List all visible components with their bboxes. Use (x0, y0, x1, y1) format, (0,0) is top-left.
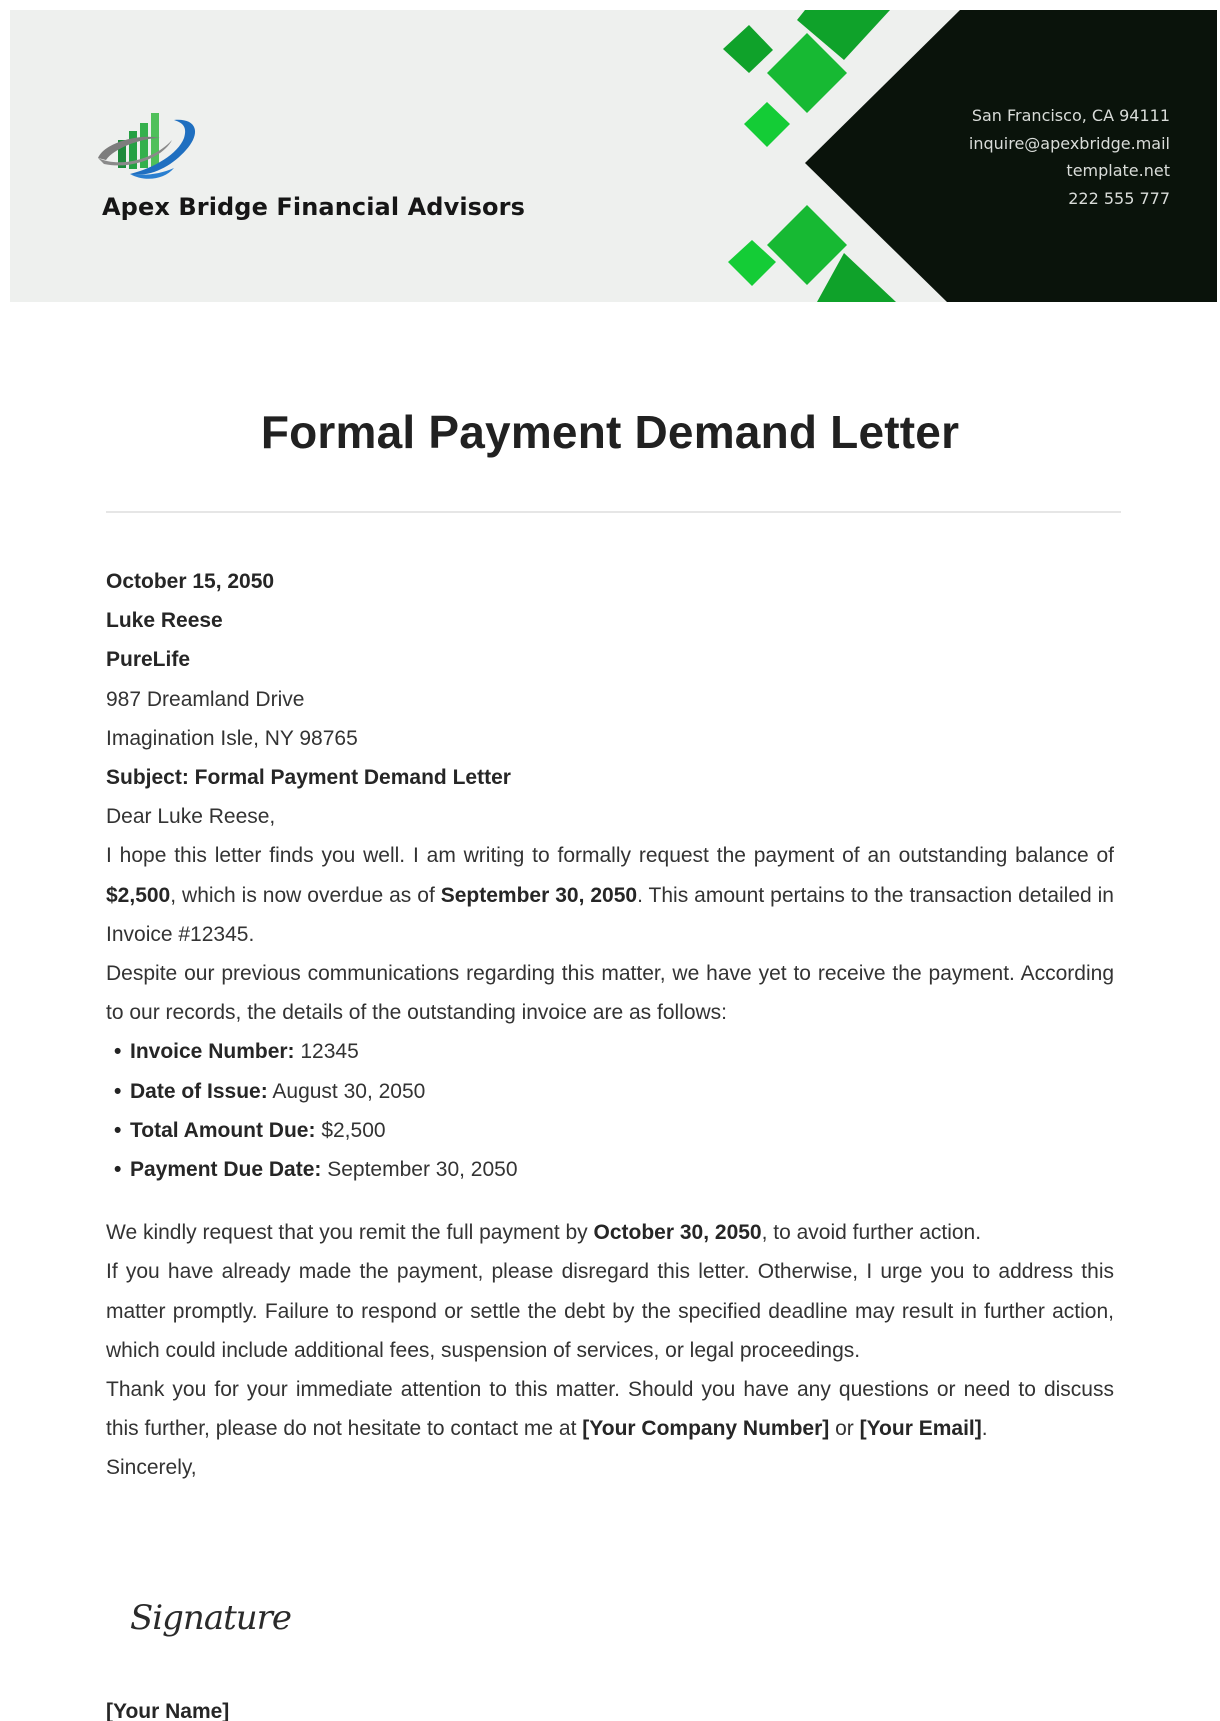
list-item (114, 1150, 1114, 1189)
recipient-name: Luke Reese (106, 609, 223, 633)
detail-value: $2,500 (315, 1118, 386, 1142)
letter-body (106, 562, 1114, 1488)
recipient-company: PureLife (106, 648, 191, 672)
signature: Signature (130, 1598, 292, 1638)
company-number-placeholder: [Your Company Number] (582, 1417, 830, 1441)
document-title: Formal Payment Demand Letter (260, 406, 960, 458)
contact-address: San Francisco, CA 94111 (971, 106, 1170, 125)
list-item (114, 1072, 1114, 1111)
company-logo-icon (94, 98, 224, 198)
company-name: Apex Bridge Financial Advisors (102, 193, 525, 221)
text: . This amount pertains to the transaction detailed in Invoice #12345. (106, 883, 1114, 946)
paragraph-warning: If you have already made the payment, please disregard this letter. Otherwise, I urge you to address this matter promptly. Failure to respond or settle the debt by the specified deadline may result in further action, which could include additional fees, suspension of services, or legal proceedings. (106, 1260, 1114, 1362)
paragraph-request (106, 1213, 1114, 1252)
recipient-address-line2: Imagination Isle, NY 98765 (106, 726, 358, 750)
text: , which is now overdue as of (170, 883, 441, 907)
letter-date: October 15, 2050 (106, 570, 275, 593)
closing: Sincerely, (106, 1456, 197, 1480)
detail-value: August 30, 2050 (267, 1079, 426, 1103)
contact-website[interactable]: template.net (1066, 161, 1170, 180)
spacer (106, 1189, 1114, 1213)
letterhead (10, 10, 1217, 302)
detail-label: Date of Issue: (130, 1079, 268, 1103)
email-placeholder: [Your Email] (859, 1417, 982, 1441)
letter-subject: Subject: Formal Payment Demand Letter (106, 766, 511, 790)
text: I hope this letter finds you well. I am writing to formally request the payment of an outstanding balance of (106, 844, 1114, 868)
detail-value: September 30, 2050 (321, 1158, 518, 1182)
payment-deadline: October 30, 2050 (593, 1221, 762, 1245)
contact-email[interactable]: inquire@apexbridge.mail (968, 133, 1170, 153)
text: . (981, 1417, 988, 1441)
paragraph-records: Despite our previous communications regarding this matter, we have yet to receive the payment. According to our records, the details of the outstanding invoice are as follows: (106, 962, 1114, 1025)
paragraph-intro (106, 836, 1114, 954)
title-divider (106, 511, 1121, 513)
text: , to avoid further action. (761, 1221, 982, 1245)
overdue-date: September 30, 2050 (440, 883, 638, 907)
contact-phone: 222 555 777 (1068, 188, 1170, 208)
signer-name: [Your Name] (106, 1700, 230, 1721)
paragraph-thanks (106, 1370, 1114, 1448)
detail-label: Payment Due Date: (130, 1158, 322, 1182)
detail-label: Total Amount Due: (130, 1118, 316, 1142)
invoice-details-list (106, 1032, 1114, 1189)
text: or (829, 1417, 860, 1441)
text: Thank you for your immediate attention to this matter. Should you have any questions or need to discuss this further, please do not hesitate to contact me at (106, 1378, 1114, 1441)
salutation: Dear Luke Reese, (106, 805, 276, 829)
recipient-address-line1: 987 Dreamland Drive (106, 687, 305, 711)
detail-label: Invoice Number: (130, 1040, 295, 1064)
detail-value: 12345 (294, 1040, 359, 1064)
outstanding-amount: $2,500 (106, 883, 171, 907)
list-item (114, 1032, 1114, 1071)
list-item (114, 1111, 1114, 1150)
contact-block (969, 102, 1170, 212)
text: We kindly request that you remit the full payment by (106, 1221, 594, 1245)
